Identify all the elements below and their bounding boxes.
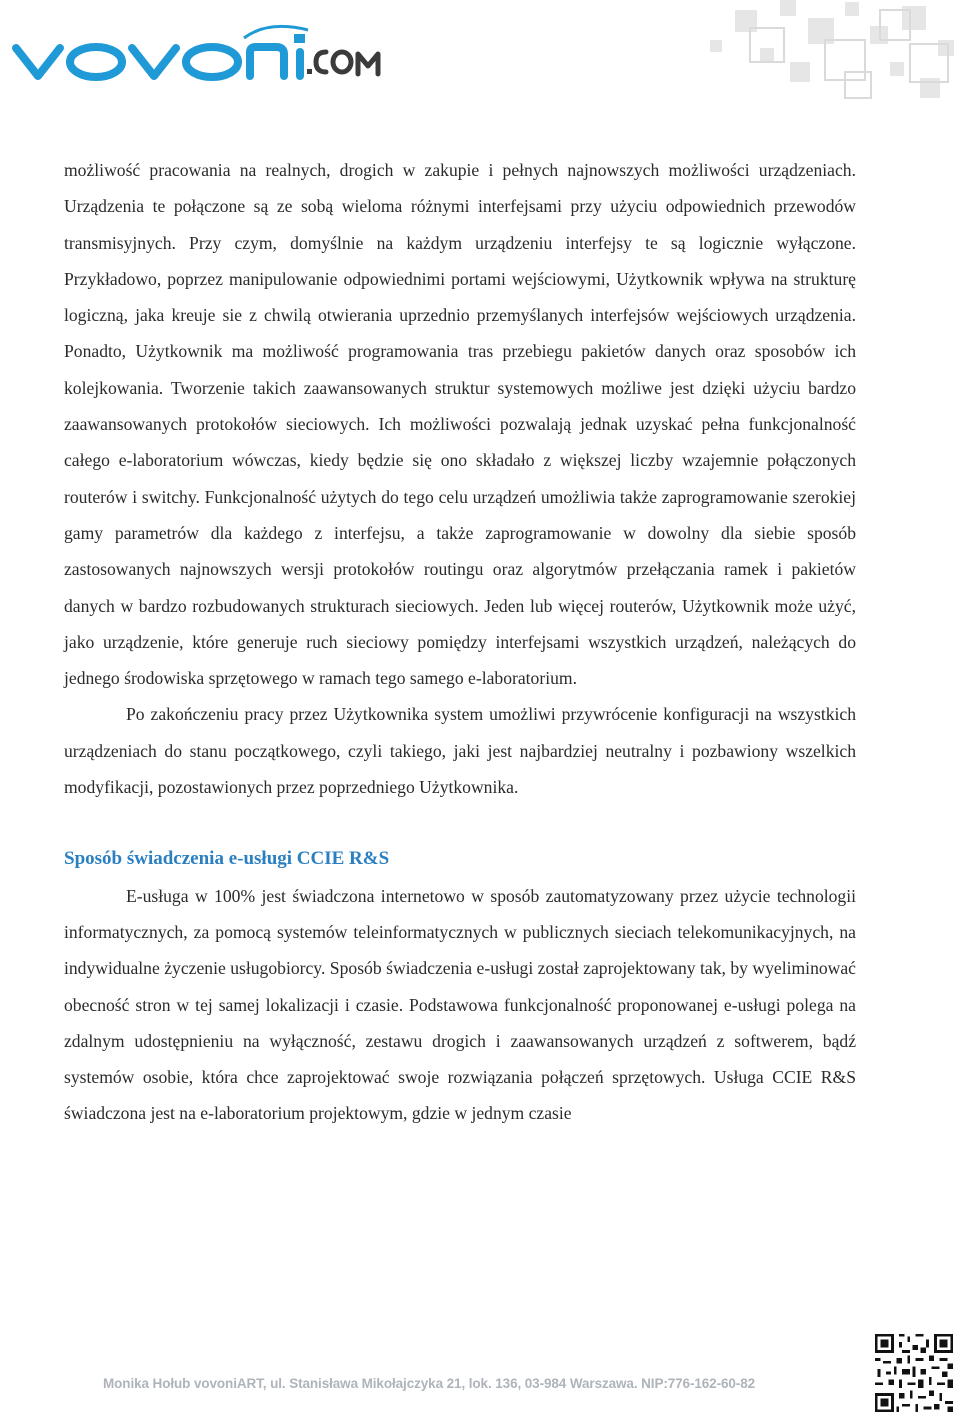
qr-code-icon bbox=[875, 1334, 953, 1412]
header-decoration bbox=[640, 0, 960, 110]
paragraph-service: E-usługa w 100% jest świadczona internetowo w sposób zautomatyzowany przez użycie technologii informatycznych, za pomocą systemów teleinformatycznych w publicznych sieciach telekomunikacyjnych, na indywidualne życzenie usługobiorcy. Sposób świadczenia e-usługi został zaprojektowany tak, by wyeliminować obecność stron w tej samej lokalizacji i czasie. Podstawowa funkcjonalność proponowanej e-usługi polega na zdalnym udostępnieniu na wyłączność, zestawu drogich i zaawansowanych urządzeń z softwerem, bądź systemów osobie, która chce zaprojektować swoje rozwiązania połączeń sprzętowych. Usługa CCIE R&S świadczona jest na e-laboratorium projektowym, gdzie w jednym czasie bbox=[64, 885, 856, 1124]
paragraph-intro: możliwość pracowania na realnych, drogich w zakupie i pełnych najnowszych możliwości urządzeniach. Urządzenia te połączone są ze sobą wieloma różnymi interfejsami przy użyciu odpowiednich przewodów transmisyjnych. Przy czym, domyślnie na każdym urządzeniu interfejsy te są logicznie wyłączone. Przykładowo, poprzez manipulowanie odpowiednimi portami wejściowymi, Użytkownik wpływa na strukturę logiczną, jaka kreuje sie z chwilą otwierania uprzednio przemyślanych interfejsów wejściowych urządzenia. Ponadto, Użytkownik ma możliwość programowania tras przebiegu pakietów danych oraz sposobów ich kolejkowania. Tworzenie takich zaawansowanych struktur systemowych możliwe jest dzięki użyciu bardzo zaawansowanych protokołów sieciowych. Ich możliwości pozwalają jednak uzyskać pełna funkcjonalność całego e-laboratorium wówczas, kiedy będzie się ono składało z większej liczby wzajemnie połączonych routerów i switchy. Funkcjonalność użytych do tego celu urządzeń umożliwia także zaprogramowanie szerokiej gamy parametrów dla każdego z interfejsu, a także zaprogramowanie w dowolny dla siebie sposób zastosowanych najnowszych wersji protokołów routingu oraz algorytmów przełączania ramek i pakietów danych w bardzo rozbudowanych strukturach sieciowych. Jeden lub więcej routerów, Użytkownik może użyć, jako urządzenie, które generuje ruch sieciowy pomiędzy interfejsami wszystkich urządzeń, należących do jednego środowiska sprzętowego w ramach tego samego e-laboratorium. bbox=[64, 160, 856, 689]
spacer bbox=[64, 805, 856, 841]
document-body bbox=[64, 152, 856, 1132]
vovoni-logo bbox=[8, 22, 388, 88]
section-heading: Sposób świadczenia e-usługi CCIE R&S bbox=[64, 848, 390, 870]
paragraph-restore: Po zakończeniu pracy przez Użytkownika system umożliwi przywrócenie konfiguracji na wszystkich urządzeniach do stanu początkowego, czyli takiego, jaki jest najbardziej neutralny i pozbawiony wszelkich modyfikacji, pozostawionych przez poprzedniego Użytkownika. bbox=[64, 704, 856, 798]
footer-address: Monika Hołub vovoniART, ul. Stanisława Mikołajczyka 21, lok. 136, 03-984 Warszawa. NIP:776-162-60-82 bbox=[103, 1376, 756, 1391]
